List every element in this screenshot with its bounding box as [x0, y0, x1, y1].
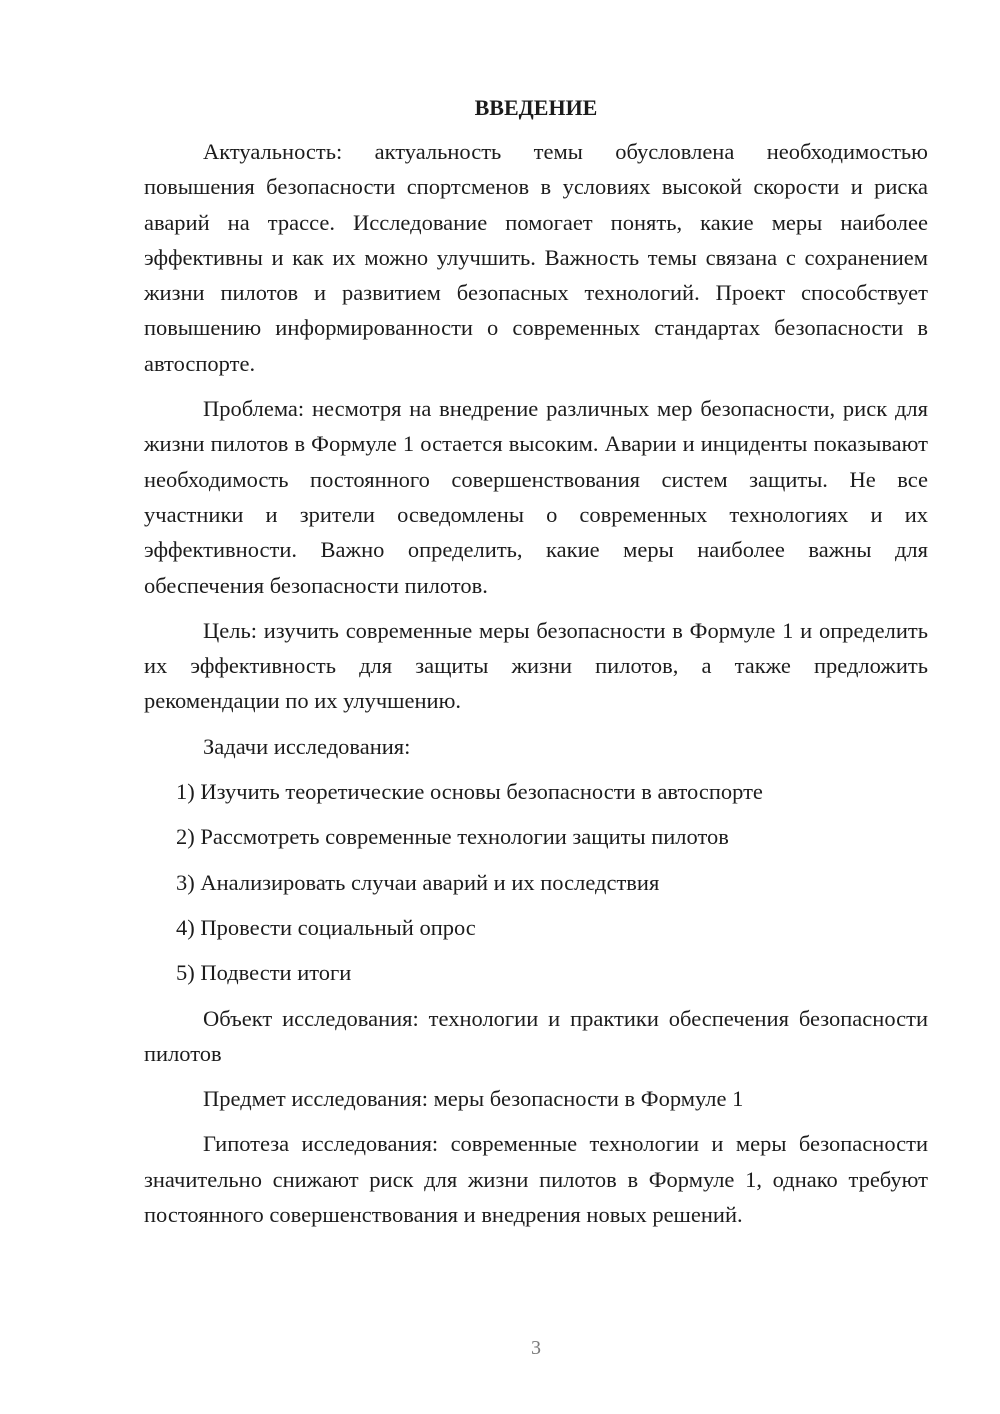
hypothesis-paragraph: Гипотеза исследования: современные технологии и меры безопасности значительно снижают риск для жизни пилотов в Формуле 1, однако требуют постоянного совершенствования и внедрения новых решений. — [144, 1131, 928, 1228]
subject-paragraph: Предмет исследования: меры безопасности в Формуле 1 — [203, 1086, 744, 1112]
list-item: 5) Подвести итоги — [176, 960, 352, 986]
list-item: 1) Изучить теоретические основы безопасности в автоспорте — [176, 779, 763, 805]
page-number: 3 — [531, 1337, 541, 1359]
document-body — [144, 92, 928, 1242]
relevance-paragraph: Актуальность: актуальность темы обусловлена необходимостью повышения безопасности спортсменов в условиях высокой скорости и риска аварий на трассе. Исследование помогает понять, какие меры наиболее эффективны и как их можно улучшить. Важность темы связана с сохранением жизни пилотов и развитием безопасных технологий. Проект способствует повышению информированности о современных стандартах безопасности в автоспорте. — [144, 139, 928, 376]
tasks-list — [144, 774, 928, 990]
list-item: 4) Провести социальный опрос — [176, 914, 476, 940]
section-heading: ВВЕДЕНИЕ — [474, 95, 598, 120]
problem-paragraph: Проблема: несмотря на внедрение различных мер безопасности, риск для жизни пилотов в Формуле 1 остается высоким. Аварии и инциденты показывают необходимость постоянного совершенствования систем защиты. Не все участники и зрители осведомлены о современных технологиях и их эффективности. Важно определить, какие меры наиболее важны для обеспечения безопасности пилотов. — [144, 396, 928, 598]
goal-paragraph: Цель: изучить современные меры безопасности в Формуле 1 и определить их эффективность для защиты жизни пилотов, а также предложить рекомендации по их улучшению. — [144, 617, 928, 714]
object-paragraph: Объект исследования: технологии и практики обеспечения безопасности пилотов — [144, 1005, 928, 1066]
tasks-title: Задачи исследования: — [203, 733, 411, 759]
list-item: 2) Рассмотреть современные технологии защиты пилотов — [176, 824, 729, 850]
list-item: 3) Анализировать случаи аварий и их последствия — [176, 869, 660, 895]
